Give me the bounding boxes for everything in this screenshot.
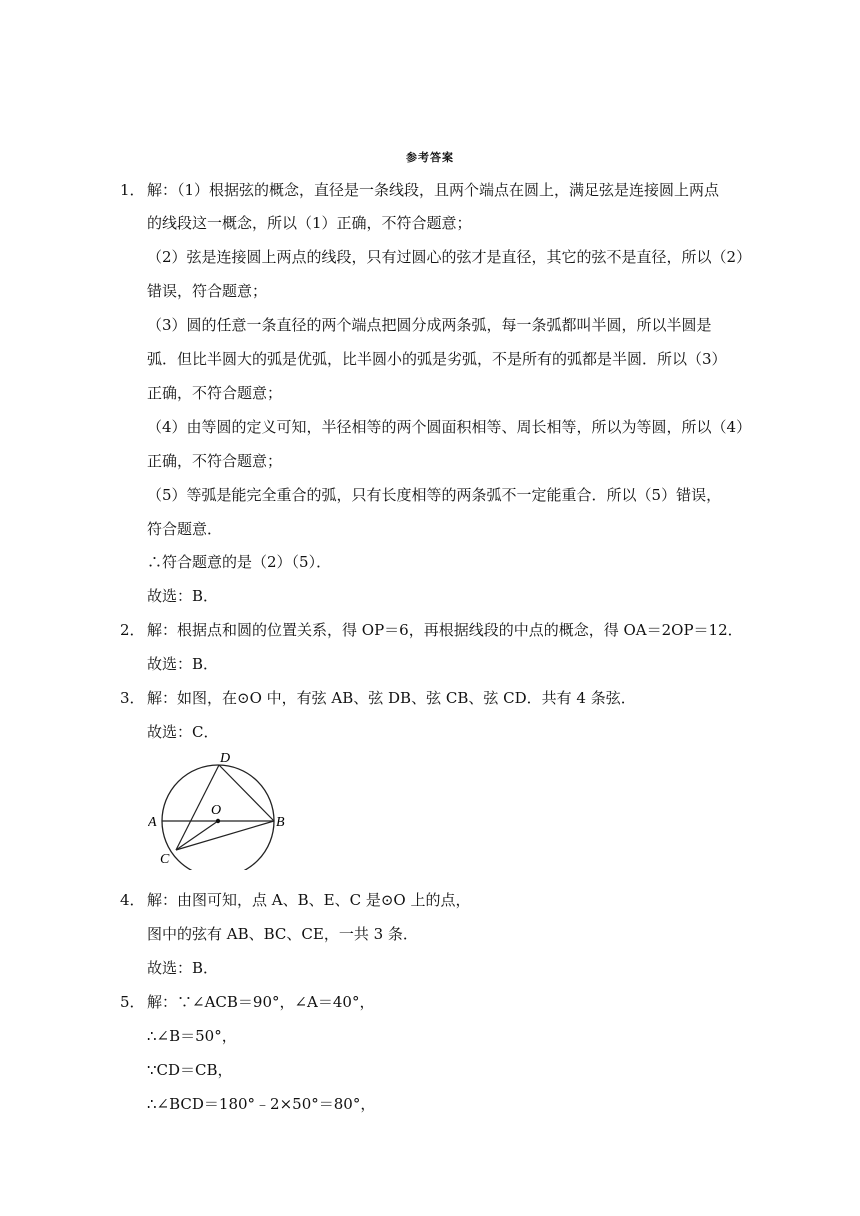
q1-line-2: 的线段这一概念，所以（1）正确，不符合题意； bbox=[147, 214, 472, 232]
q1-line-7: 正确，不符合题意； bbox=[147, 384, 283, 402]
q4-line-3: 故选：B． bbox=[147, 959, 219, 977]
q2-line-1: 解：根据点和圆的位置关系，得 OP＝6，再根据线段的中点的概念，得 OA＝2OP＝12． bbox=[147, 621, 743, 639]
q2-number: 2． bbox=[120, 621, 145, 639]
q1-line-12: ∴符合题意的是（2）（5）． bbox=[147, 553, 332, 571]
q1-line-13: 故选：B． bbox=[147, 587, 219, 605]
q5-line-2: ∴∠B＝50°， bbox=[147, 1027, 237, 1045]
chord-cb bbox=[176, 821, 274, 850]
q2-line-2: 故选：B． bbox=[147, 655, 219, 673]
q5-number: 5． bbox=[120, 993, 145, 1011]
label-a: A bbox=[148, 815, 157, 830]
q3-line-2: 故选：C． bbox=[147, 723, 219, 741]
q1-line-5: （3）圆的任意一条直径的两个端点把圆分成两条弧，每一条弧都叫半圆，所以半圆是 bbox=[147, 316, 712, 334]
q5-line-3: ∵CD＝CB， bbox=[147, 1061, 233, 1079]
q1-line-9: 正确，不符合题意； bbox=[147, 452, 283, 470]
q4-line-2: 图中的弦有 AB、BC、CE，一共 3 条． bbox=[147, 925, 418, 943]
circle-chords-figure bbox=[148, 748, 298, 870]
q1-line-1: 解：（1）根据弦的概念，直径是一条线段，且两个端点在圆上，满足弦是连接圆上两点 bbox=[147, 181, 720, 199]
radius-oc bbox=[176, 821, 218, 850]
q1-line-4: 错误，符合题意； bbox=[147, 282, 268, 300]
q4-line-1: 解：由图可知，点 A、B、E、C 是⊙O 上的点， bbox=[147, 891, 471, 909]
page-title: 参考答案 bbox=[406, 151, 454, 164]
q1-line-3: （2）弦是连接圆上两点的线段，只有过圆心的弦才是直径，其它的弦不是直径，所以（2） bbox=[147, 248, 752, 266]
q1-number: 1． bbox=[120, 181, 145, 199]
q1-line-6: 弧．但比半圆大的弧是优弧，比半圆小的弧是劣弧，不是所有的弧都是半圆．所以（3） bbox=[147, 350, 727, 368]
q1-line-11: 符合题意． bbox=[147, 520, 223, 538]
q3-line-1: 解：如图，在⊙O 中，有弦 AB、弦 DB、弦 CB、弦 CD．共有 4 条弦． bbox=[147, 689, 636, 707]
q1-line-8: （4）由等圆的定义可知，半径相等的两个圆面积相等、周长相等，所以为等圆，所以（4） bbox=[147, 418, 752, 436]
label-o: O bbox=[211, 803, 222, 818]
q4-number: 4． bbox=[120, 891, 145, 909]
center-point bbox=[216, 819, 220, 823]
q5-line-4: ∴∠BCD＝180°﹣2×50°＝80°， bbox=[147, 1095, 376, 1113]
q1-line-10: （5）等弧是能完全重合的弧，只有长度相等的两条弧不一定能重合．所以（5）错误， bbox=[147, 486, 722, 504]
label-c: C bbox=[160, 852, 170, 867]
q5-line-1: 解：∵∠ACB＝90°，∠A＝40°， bbox=[147, 993, 375, 1011]
q3-number: 3． bbox=[120, 689, 145, 707]
label-b: B bbox=[276, 815, 285, 830]
label-d: D bbox=[220, 751, 231, 766]
